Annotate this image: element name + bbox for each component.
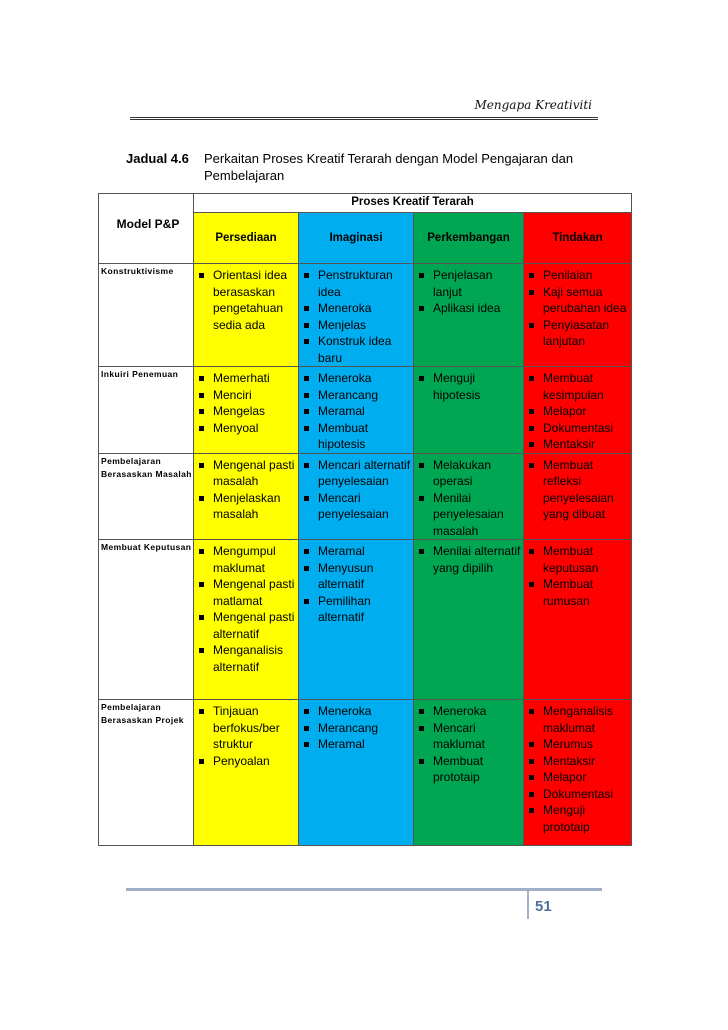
list-item: Penyiasatan lanjutan	[524, 317, 629, 350]
table-title: Perkaitan Proses Kreatif Terarah dengan Model Pengajaran dan Pembelajaran	[204, 151, 574, 183]
table-cell	[524, 700, 632, 846]
table-cell	[524, 540, 632, 700]
list-item: Konstruk idea baru	[299, 333, 411, 366]
table-row	[99, 367, 632, 454]
table-cell	[194, 540, 299, 700]
list-item: Meneroka	[299, 370, 411, 387]
footer-separator	[527, 891, 529, 919]
list-item: Dokumentasi	[524, 420, 629, 437]
group-header: Proses Kreatif Terarah	[194, 194, 632, 213]
bullet-list	[414, 367, 523, 403]
bullet-list	[414, 454, 523, 540]
bullet-list	[414, 540, 523, 576]
list-item: Mengenal pasti masalah	[194, 457, 296, 490]
table-cell	[194, 367, 299, 454]
table-row	[99, 700, 632, 846]
table-cell	[299, 264, 414, 367]
bullet-list	[194, 264, 298, 333]
list-item: Mentaksir	[524, 753, 629, 770]
table-cell	[524, 453, 632, 540]
bullet-list	[414, 700, 523, 786]
table-number: Jadual 4.6	[126, 151, 189, 166]
list-item: Mengenal pasti matlamat	[194, 576, 296, 609]
list-item: Meramal	[299, 403, 411, 420]
table-cell	[524, 367, 632, 454]
list-item: Membuat rumusan	[524, 576, 629, 609]
bullet-list	[524, 454, 631, 523]
bullet-list	[299, 367, 413, 453]
list-item: Dokumentasi	[524, 786, 629, 803]
table-body	[99, 264, 632, 846]
list-item: Menganalisis alternatif	[194, 642, 296, 675]
list-item: Mengumpul maklumat	[194, 543, 296, 576]
list-item: Menyoal	[194, 420, 296, 437]
bullet-list	[194, 367, 298, 436]
list-item: Orientasi idea berasaskan pengetahuan sedia ada	[194, 267, 296, 333]
bullet-list	[524, 540, 631, 609]
bullet-list	[194, 540, 298, 675]
col-header-tindakan: Tindakan	[524, 213, 632, 264]
list-item: Merumus	[524, 736, 629, 753]
row-model-label: Pembelajaran Berasaskan Masalah	[99, 453, 194, 540]
list-item: Tinjauan berfokus/ber struktur	[194, 703, 296, 753]
list-item: Penstrukturan idea	[299, 267, 411, 300]
running-header	[130, 92, 598, 120]
list-item: Mencari maklumat	[414, 720, 521, 753]
table-row	[99, 453, 632, 540]
bullet-list	[524, 700, 631, 835]
list-item: Membuat hipotesis	[299, 420, 411, 453]
table-cell	[414, 540, 524, 700]
list-item: Meneroka	[414, 703, 521, 720]
bullet-list	[524, 367, 631, 453]
list-item: Mengenal pasti alternatif	[194, 609, 296, 642]
col-header-imaginasi: Imaginasi	[299, 213, 414, 264]
list-item: Menciri	[194, 387, 296, 404]
list-item: Membuat kesimpulan	[524, 370, 629, 403]
list-item: Melakukan operasi	[414, 457, 521, 490]
table-cell	[299, 700, 414, 846]
bullet-list	[299, 540, 413, 626]
table-cell	[194, 453, 299, 540]
col-header-perkembangan: Perkembangan	[414, 213, 524, 264]
list-item: Menjelas	[299, 317, 411, 334]
list-item: Penyoalan	[194, 753, 296, 770]
list-item: Menganalisis maklumat	[524, 703, 629, 736]
list-item: Menyusun alternatif	[299, 560, 411, 593]
table-cell	[194, 700, 299, 846]
bullet-list	[299, 454, 413, 523]
row-model-label: Pembelajaran Berasaskan Projek	[99, 700, 194, 846]
table-cell	[414, 700, 524, 846]
list-item: Meramal	[299, 543, 411, 560]
bullet-list	[299, 700, 413, 753]
list-item: Pemilihan alternatif	[299, 593, 411, 626]
bullet-list	[194, 454, 298, 523]
bullet-list	[524, 264, 631, 350]
table-cell	[299, 453, 414, 540]
list-item: Meneroka	[299, 300, 411, 317]
list-item: Menilai penyelesaian masalah	[414, 490, 521, 540]
row-model-label: Membuat Keputusan	[99, 540, 194, 700]
bullet-list	[299, 264, 413, 366]
list-item: Meramal	[299, 736, 411, 753]
table-row	[99, 540, 632, 700]
running-title: Mengapa Kreativiti	[474, 98, 592, 112]
col-header-persediaan: Persediaan	[194, 213, 299, 264]
list-item: Penilaian	[524, 267, 629, 284]
bullet-list	[414, 264, 523, 317]
list-item: Melapor	[524, 769, 629, 786]
row-model-label: Konstruktivisme	[99, 264, 194, 367]
list-item: Merancang	[299, 720, 411, 737]
list-item: Menguji hipotesis	[414, 370, 521, 403]
bullet-list	[194, 700, 298, 769]
table-cell	[299, 367, 414, 454]
table-cell	[194, 264, 299, 367]
table-cell	[414, 264, 524, 367]
list-item: Penjelasan lanjut	[414, 267, 521, 300]
table-cell	[414, 367, 524, 454]
list-item: Meneroka	[299, 703, 411, 720]
list-item: Menjelaskan masalah	[194, 490, 296, 523]
list-item: Memerhati	[194, 370, 296, 387]
list-item: Melapor	[524, 403, 629, 420]
page-number: 51	[535, 898, 552, 915]
list-item: Menguji prototaip	[524, 802, 629, 835]
list-item: Mencari alternatif penyelesaian	[299, 457, 411, 490]
table-cell	[414, 453, 524, 540]
list-item: Membuat prototaip	[414, 753, 521, 786]
list-item: Aplikasi idea	[414, 300, 521, 317]
list-item: Membuat refleksi penyelesaian yang dibuat	[524, 457, 629, 523]
model-header: Model P&P	[99, 194, 194, 264]
list-item: Mengelas	[194, 403, 296, 420]
table-row	[99, 264, 632, 367]
list-item: Membuat keputusan	[524, 543, 629, 576]
list-item: Mentaksir	[524, 436, 629, 453]
list-item: Merancang	[299, 387, 411, 404]
table-cell	[524, 264, 632, 367]
model-process-table	[98, 193, 632, 846]
list-item: Mencari penyelesaian	[299, 490, 411, 523]
row-model-label: Inkuiri Penemuan	[99, 367, 194, 454]
table-cell	[299, 540, 414, 700]
list-item: Kaji semua perubahan idea	[524, 284, 629, 317]
list-item: Menilai alternatif yang dipilih	[414, 543, 521, 576]
footer-rule	[126, 888, 602, 891]
